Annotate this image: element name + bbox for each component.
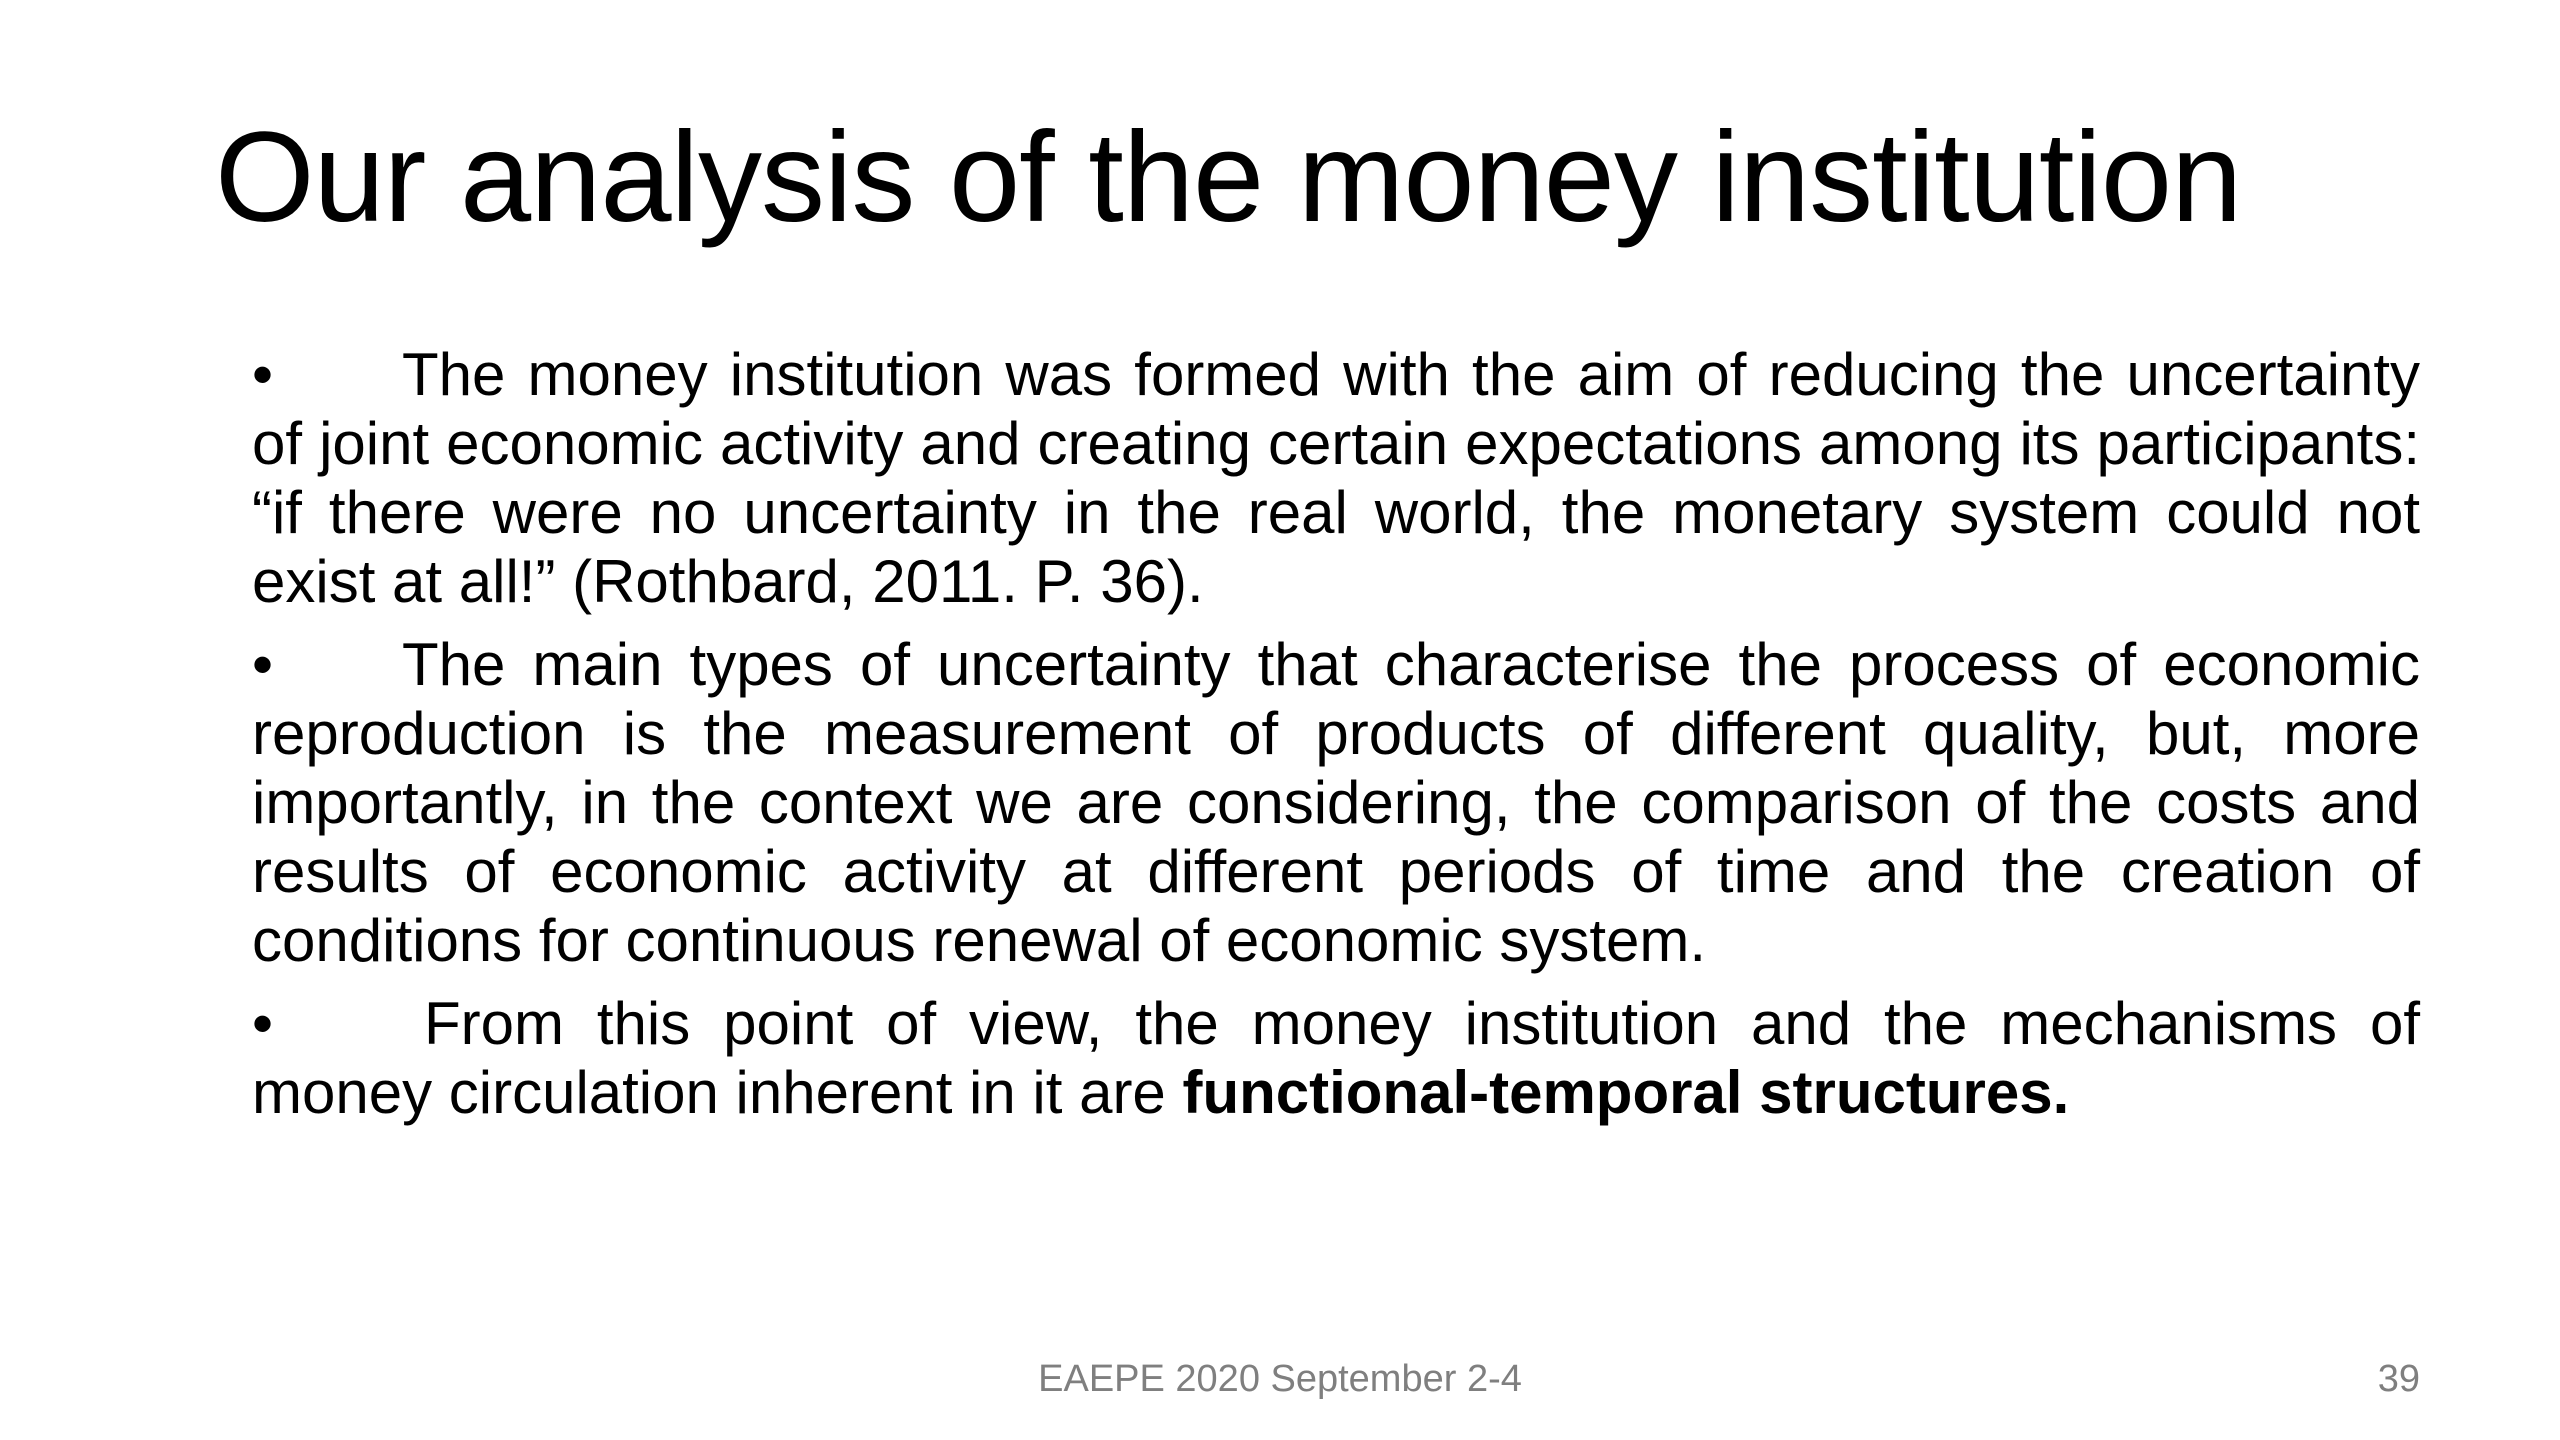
slide-title: Our analysis of the money institution <box>215 106 2242 249</box>
bullet-marker: • <box>252 990 274 1057</box>
bullet-text: The money institution was formed with the aim of reducing the uncertainty of joint economic activity and creating certain expectations among its participants: “if there were no uncertainty in the real world, the monetary system could not exist at all!” (Rothbard, 2011. P. 36). <box>252 341 2420 615</box>
bullet-item <box>252 340 2420 616</box>
page-number: 39 <box>2377 1358 2420 1400</box>
bullet-text: The main types of uncertainty that characterise the process of economic reproduction is the measurement of products of different quality, but, more importantly, in the context we are considering, the comparison of the costs and results of economic activity at different periods of time and the creation of conditions for continuous renewal of economic system. <box>252 631 2420 974</box>
bullet-text: From this point of view, the money institution and the mechanisms of money circulation inherent in it are <box>252 990 2420 1126</box>
bullet-item <box>252 630 2420 975</box>
bullet-list <box>252 340 2420 1141</box>
footer-text: EAEPE 2020 September 2-4 <box>1038 1358 1522 1400</box>
bullet-item <box>252 989 2420 1127</box>
bullet-marker: • <box>252 341 274 408</box>
bullet-marker: • <box>252 631 274 698</box>
bullet-emphasis: functional-temporal structures. <box>1182 1059 2070 1126</box>
